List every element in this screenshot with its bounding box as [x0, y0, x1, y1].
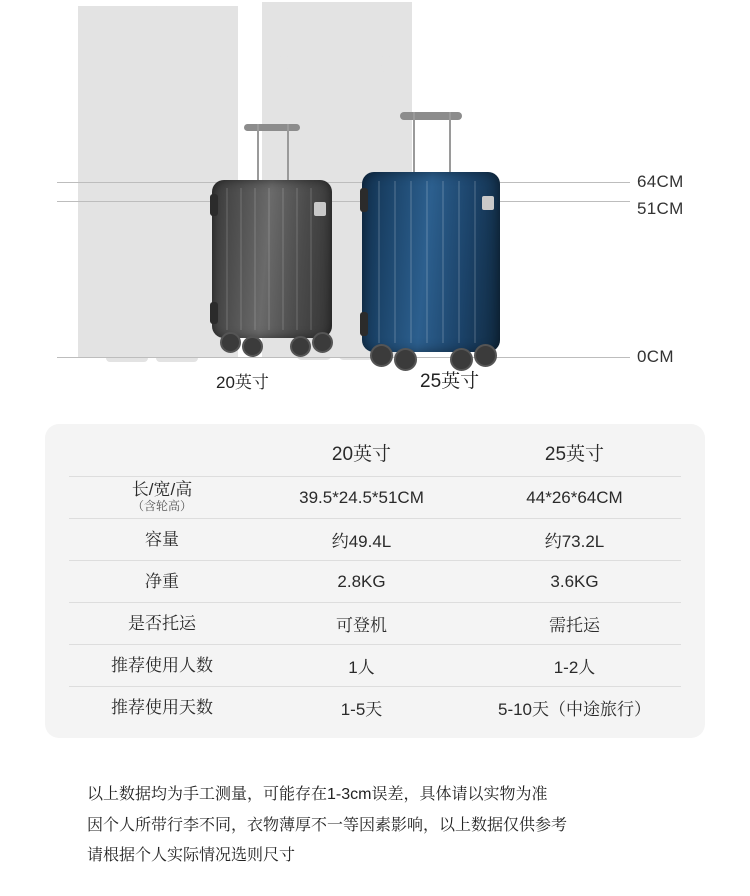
table-row	[69, 645, 681, 687]
table-row	[69, 603, 681, 645]
spec-label-dimensions-sub: （含轮高）	[131, 499, 192, 514]
suitcase-25-wheel-1	[370, 344, 393, 367]
spec-table-container	[45, 424, 705, 738]
spec-table	[69, 428, 681, 728]
spec-value-weight-25: 3.6KG	[468, 561, 681, 603]
suitcase-20-handle-rod-left	[257, 124, 259, 180]
spec-value-days-20: 1-5天	[340, 700, 383, 719]
caption-25-inch: 25英寸	[420, 371, 480, 392]
suitcase-20-wheel-3	[290, 336, 311, 357]
footnote-2: 因个人所带行李不同，衣物薄厚不一等因素影响，以上数据仅供参考	[87, 816, 568, 834]
silhouette-man-leg-left	[106, 166, 148, 362]
spec-value-capacity-20: 约49.4L	[255, 519, 468, 561]
table-header-row	[69, 428, 681, 477]
suitcase-20-wheel-4	[312, 332, 333, 353]
measure-line-51cm	[57, 201, 630, 202]
spec-table-head	[69, 428, 681, 477]
suitcase-20-shell	[212, 180, 332, 338]
footnote-1: 以上数据均为手工测量，可能存在1-3cm误差，具体请以实物为准	[87, 786, 548, 803]
spec-label-people-main: 推荐使用人数	[111, 655, 213, 675]
spec-value-people-20: 1人	[255, 645, 468, 687]
silhouette-man-leg-right	[156, 166, 198, 362]
table-row	[69, 561, 681, 603]
table-row	[69, 519, 681, 561]
spec-value-dimensions-20: 39.5*24.5*51CM	[255, 477, 468, 519]
spec-label-dimensions-main: 长/宽/高	[131, 479, 193, 499]
spec-row-label-weight	[69, 561, 255, 603]
spec-header-blank	[69, 428, 255, 477]
spec-row-label-days	[69, 687, 255, 729]
spec-value-people-25: 1-2人	[468, 645, 681, 687]
spec-label-checked-main: 是否托运	[128, 613, 196, 633]
spec-label-days-main: 推荐使用天数	[111, 697, 213, 717]
silhouette-man-torso	[98, 50, 208, 180]
spec-value-checked-25: 需托运	[468, 603, 681, 645]
suitcase-25-ribs	[362, 172, 500, 352]
suitcase-25-handle-grip	[400, 112, 462, 120]
spec-value-weight-20: 2.8KG	[255, 561, 468, 603]
product-size-illustration	[0, 0, 750, 400]
measure-label-51cm: 51CM	[637, 199, 684, 218]
suitcase-20-corner-tl	[210, 194, 218, 216]
suitcase-20-corner-bl	[210, 302, 218, 324]
suitcase-25-inch	[358, 112, 504, 362]
spec-header-25-inch: 25英寸	[468, 428, 681, 477]
suitcase-20-inch	[208, 124, 336, 362]
spec-value-capacity-25: 约73.2L	[468, 519, 681, 561]
spec-header-20-inch: 20英寸	[255, 428, 468, 477]
spec-row-label-checked	[69, 603, 255, 645]
suitcase-25-corner-tl	[360, 188, 368, 212]
suitcase-25-wheel-4	[474, 344, 497, 367]
spec-label-capacity-main: 容量	[145, 529, 179, 549]
measure-line-0cm	[57, 357, 630, 358]
suitcase-25-handle-rod-right	[449, 112, 451, 172]
table-row	[69, 477, 681, 519]
suitcase-25-lock	[482, 196, 494, 210]
spec-row-label-dimensions	[69, 477, 255, 519]
suitcase-20-wheel-2	[242, 336, 263, 357]
spec-row-label-capacity	[69, 519, 255, 561]
suitcase-25-wheel-2	[394, 348, 417, 371]
measure-label-64cm: 64CM	[637, 172, 684, 191]
suitcase-20-wheel-1	[220, 332, 241, 353]
caption-20-inch: 20英寸	[216, 373, 269, 392]
measure-line-64cm	[57, 182, 630, 183]
spec-label-weight-main: 净重	[145, 571, 179, 591]
suitcase-20-lock	[314, 202, 326, 216]
spec-table-body	[69, 477, 681, 729]
spec-row-label-people	[69, 645, 255, 687]
suitcase-25-corner-bl	[360, 312, 368, 336]
spec-value-dimensions-25: 44*26*64CM	[468, 477, 681, 519]
suitcase-25-handle-rod-left	[413, 112, 415, 172]
measure-label-0cm: 0CM	[637, 347, 674, 366]
suitcase-20-handle-grip	[244, 124, 300, 131]
spec-value-days-25: 5-10天（中途旅行）	[497, 700, 652, 719]
suitcase-25-shell	[362, 172, 500, 352]
footnotes	[87, 784, 687, 876]
table-row	[69, 687, 681, 729]
spec-value-checked-20: 可登机	[255, 603, 468, 645]
footnote-3: 请根据个人实际情况选则尺寸	[87, 847, 296, 865]
suitcase-20-handle-rod-right	[287, 124, 289, 180]
